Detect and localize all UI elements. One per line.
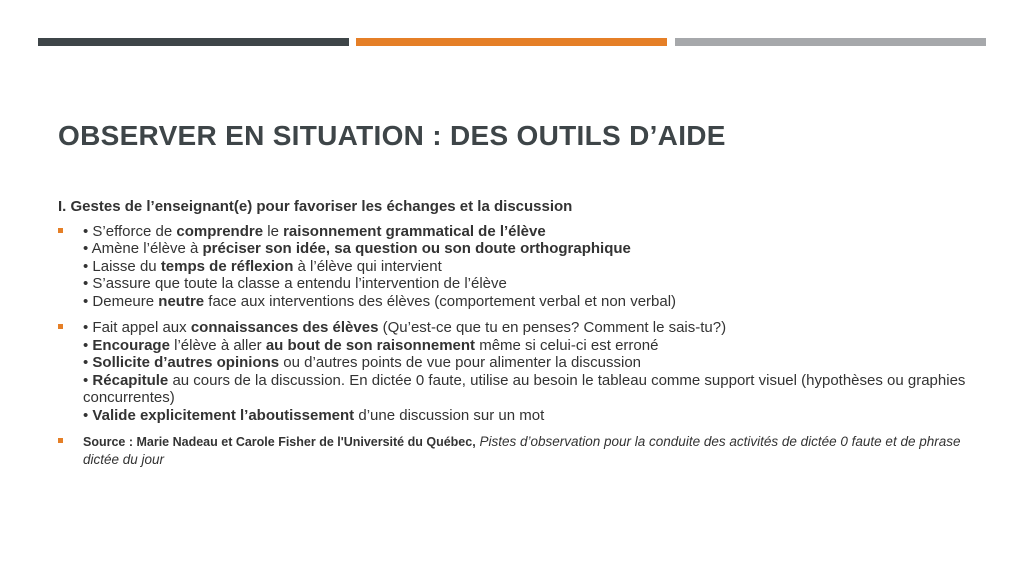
bullet-line: • S’assure que toute la classe a entendu l’intervention de l’élève	[83, 275, 507, 292]
top-bar-dark	[38, 38, 349, 46]
bullet-square-icon	[58, 438, 63, 443]
bullet-square-icon	[58, 228, 63, 233]
bullet-line: • Récapitule au cours de la discussion. En dictée 0 faute, utilise au besoin le tableau comme support visuel (hypothèses ou graphies concurrentes)	[83, 371, 966, 406]
source-title: Pistes d’observation pour la conduite des activités de dictée 0 faute et de phrase dictée du jour	[83, 434, 961, 467]
bullet-teacher-gestures-2	[58, 319, 988, 424]
bullet-line: • Amène l’élève à préciser son idée, sa question ou son doute orthographique	[83, 240, 631, 257]
bullet-line: • Demeure neutre face aux interventions des élèves (comportement verbal et non verbal)	[83, 292, 677, 310]
bullet-line: • Valide explicitement l’aboutissement d’une discussion sur un mot	[83, 406, 545, 424]
section-heading: I. Gestes de l’enseignant(e) pour favoriser les échanges et la discussion	[58, 198, 573, 215]
bullet-line: • Sollicite d’autres opinions ou d’autres points de vue pour alimenter la discussion	[83, 354, 641, 371]
bullet-square-icon	[58, 324, 63, 329]
top-bar-gray	[675, 38, 986, 46]
bullet-line: • Encourage l’élève à aller au bout de son raisonnement même si celui-ci est erroné	[83, 336, 659, 354]
slide-content	[58, 198, 988, 477]
top-bar-orange	[356, 38, 667, 46]
bullet-line: • S’efforce de comprendre le raisonnement grammatical de l’élève	[83, 222, 546, 240]
bullet-line: • Fait appel aux connaissances des élèves (Qu’est-ce que tu en penses? Comment le sais-tu?)	[83, 319, 727, 336]
bullet-line: • Laisse du temps de réflexion à l’élève qui intervient	[83, 257, 442, 275]
source-label: Source : Marie Nadeau et Carole Fisher de l'Université du Québec,	[83, 435, 476, 449]
bullet-source	[58, 433, 988, 468]
slide-title: OBSERVER EN SITUATION : DES OUTILS D’AIDE	[58, 120, 726, 151]
bullet-teacher-gestures-1	[58, 223, 988, 311]
